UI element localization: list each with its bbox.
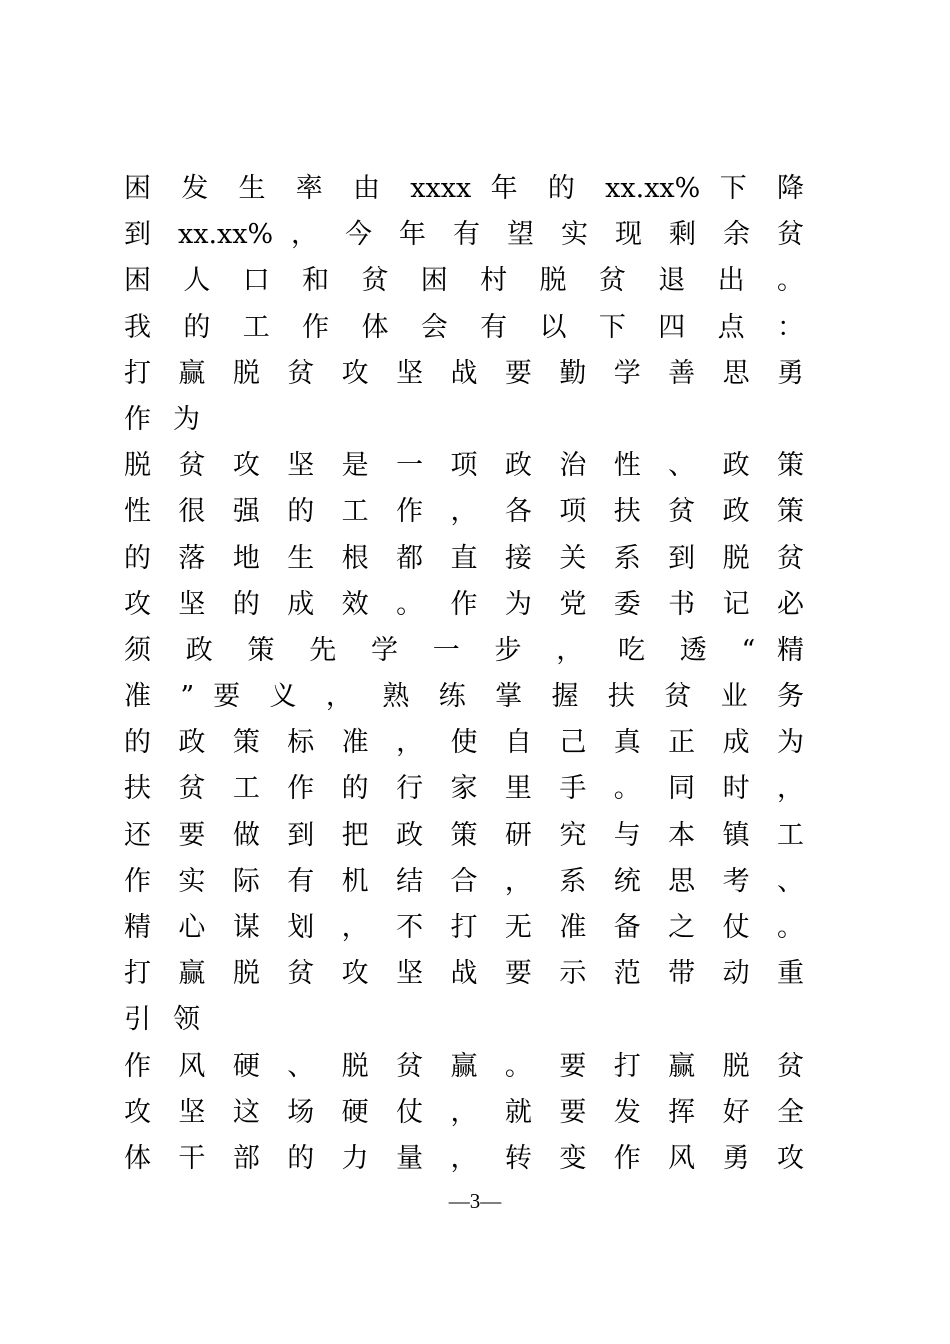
section-heading-line: 引领	[124, 1004, 222, 1036]
text-line: 精 心 谋 划 ， 不 打 无 准 备 之 仗 。	[124, 912, 804, 943]
text-line: 作 实 际 有 机 结 合 ， 系 统 思 考 、	[124, 865, 804, 897]
text-line: 的 政 策 标 准 ， 使 自 己 真 正 成 为	[124, 727, 804, 759]
text-line: 脱 贫 攻 坚 是 一 项 政 治 性 、 政 策	[124, 450, 804, 482]
section-heading-line: 打 赢 脱 贫 攻 坚 战 要 示 范 带 动 重	[124, 958, 804, 990]
text-line: 到 xx.xx% ， 今 年 有 望 实 现 剩 余 贫	[124, 219, 804, 251]
text-line: 须 政 策 先 学 一 步 ， 吃 透 “ 精	[124, 634, 804, 666]
text-line: 准 ” 要 义 ， 熟 练 掌 握 扶 贫 业 务	[124, 681, 804, 713]
text-line: 作 风 硬 、 脱 贫 赢 。 要 打 赢 脱 贫	[124, 1050, 804, 1082]
text-line: 我 的 工 作 体 会 有 以 下 四 点 ：	[124, 311, 804, 343]
text-line: 扶 贫 工 作 的 行 家 里 手 。 同 时 ，	[124, 773, 804, 805]
text-line: 性 很 强 的 工 作 ， 各 项 扶 贫 政 策	[124, 496, 804, 528]
text-line: 困 发 生 率 由 xxxx 年 的 xx.xx% 下 降	[124, 173, 804, 204]
page-number: —3—	[448, 1189, 502, 1213]
text-line: 的 落 地 生 根 都 直 接 关 系 到 脱 贫	[124, 542, 804, 574]
text-line: 还 要 做 到 把 政 策 研 究 与 本 镇 工	[124, 819, 804, 851]
body-text	[124, 166, 804, 1182]
text-line: 体 干 部 的 力 量 ， 转 变 作 风 勇 攻	[124, 1142, 804, 1174]
text-line: 攻 坚 这 场 硬 仗 ， 就 要 发 挥 好 全	[124, 1096, 804, 1128]
section-heading-line: 打 赢 脱 贫 攻 坚 战 要 勤 学 善 思 勇	[124, 357, 804, 389]
text-line: 困 人 口 和 贫 困 村 脱 贫 退 出 。	[124, 265, 804, 297]
text-line: 攻 坚 的 成 效 。 作 为 党 委 书 记 必	[124, 588, 804, 620]
section-heading-line: 作为	[124, 403, 222, 435]
